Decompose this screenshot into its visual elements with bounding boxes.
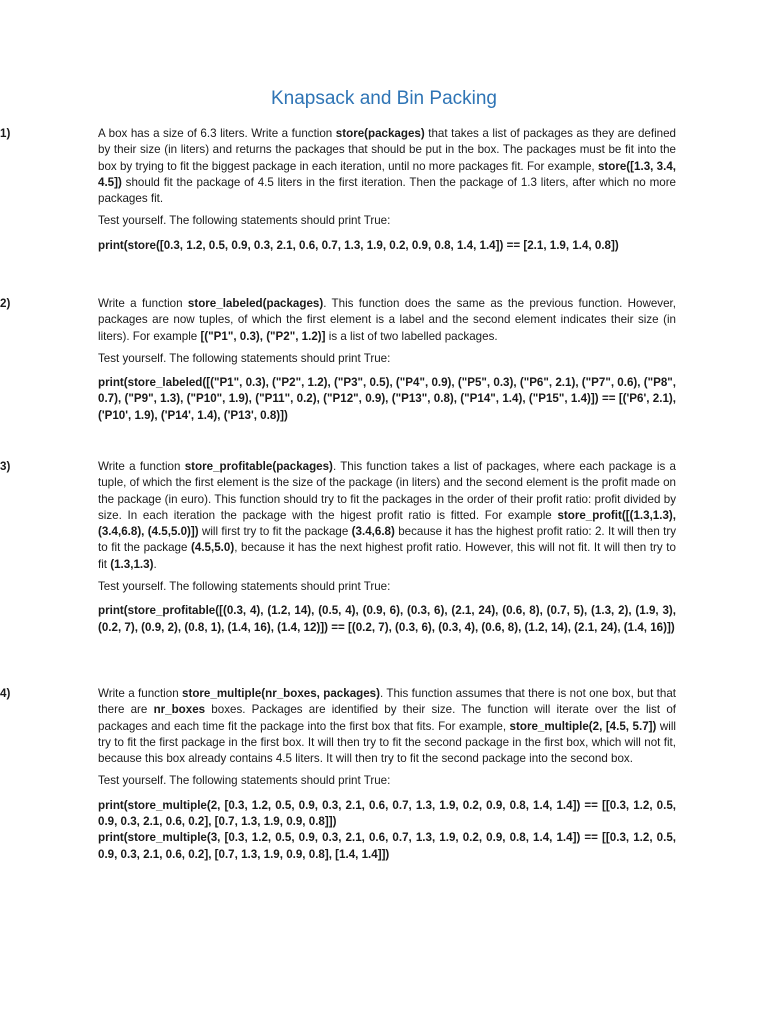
example-code: [("P1", 0.3), ("P2", 1.2)] bbox=[200, 329, 326, 343]
page-title: Knapsack and Bin Packing bbox=[270, 88, 498, 109]
question-text: Write a function store_labeled(packages). This function does the same as the previous function. However, packages are now tuples, of which the first element is a label and the second element indicates their size (in liters). For example [("P1", 0.3), ("P2", 1.2)] is a list of two labelled packages. bbox=[98, 297, 676, 343]
test-instruction: Test yourself. The following statements should print True: bbox=[98, 351, 391, 365]
question-number: 1) bbox=[0, 127, 11, 140]
question-3 bbox=[0, 459, 676, 636]
test-code: print(store([0.3, 1.2, 0.5, 0.9, 0.3, 2.1, 0.6, 0.7, 1.3, 1.9, 0.2, 0.9, 0.8, 1.4, 1.4]) == [2.1, 1.9, 1.4, 0.8]) bbox=[98, 238, 619, 252]
question-text: A box has a size of 6.3 liters. Write a function store(packages) that takes a list of packages as they are defined by their size (in liters) and returns the packages that should be put in the box. The packages must be fit into the box by trying to fit the biggest package in each iteration, until no more packages fit. For example, store([1.3, 3.4, 4.5]) should fit the package of 4.5 liters in the first iteration. Then the package of 1.3 liters, after which no more packages fit. bbox=[98, 127, 676, 206]
example-code: store_profit([(1.3,1.3), (3.4,6.8), (4.5,5.0)]) bbox=[98, 508, 676, 539]
example-code: store([1.3, 3.4, 4.5]) bbox=[98, 159, 676, 189]
question-1 bbox=[0, 126, 676, 254]
function-name: store(packages) bbox=[335, 127, 425, 140]
example-code: (3.4,6.8) bbox=[351, 525, 395, 539]
test-code: print(store_multiple(3, [0.3, 1.2, 0.5, 0.9, 0.3, 2.1, 0.6, 0.7, 1.3, 1.9, 0.2, 0.9, 0.8, 1.4, 1.4]) == [[0.3, 1.2, 0.5, 0.9, 0.3, 2.1, 0.6, 0.2], [0.7, 1.3, 1.9, 0.9, 0.8], [1.4, 1.4]]) bbox=[98, 831, 676, 861]
question-2 bbox=[0, 296, 676, 424]
test-code: print(store_profitable([(0.3, 4), (1.2, 14), (0.5, 4), (0.9, 6), (0.3, 6), (2.1, 24), (0.6, 8), (0.7, 5), (1.3, 2), (1.9, 3), (0.2, 7), (0.9, 2), (0.8, 1), (1.4, 16), (1.4, 12)]) == [(0.2, 7), (0.3, 6), (0.3, 4), (0.6, 8), (1.2, 14), (2.1, 24), (1.4, 16)]) bbox=[98, 604, 676, 634]
test-instruction: Test yourself. The following statements should print True: bbox=[98, 580, 391, 594]
test-code: print(store_multiple(2, [0.3, 1.2, 0.5, 0.9, 0.3, 2.1, 0.6, 0.7, 1.3, 1.9, 0.2, 0.9, 0.8, 1.4, 1.4]) == [[0.3, 1.2, 0.5, 0.9, 0.3, 2.1, 0.6, 0.2], [0.7, 1.3, 1.9, 0.9, 0.8]]) bbox=[98, 798, 676, 829]
question-number: 3) bbox=[0, 460, 11, 473]
question-number: 2) bbox=[0, 297, 11, 310]
example-code: (4.5,5.0) bbox=[191, 541, 235, 555]
example-code: store_multiple(2, [4.5, 5.7]) bbox=[509, 719, 657, 733]
test-code: print(store_labeled([("P1", 0.3), ("P2", 1.2), ("P3", 0.5), ("P4", 0.9), ("P5", 0.3), ("P6", 2.1), ("P7", 0.6), ("P8", 0.7), ("P9", 1.3), ("P10", 1.9), ("P11", 0.2), ("P12", 0.9), ("P13", 0.8), ("P14", 1.4), ("P15", 1.4)]) == [('P6', 2.1), ('P10', 1.9), ('P14', 1.4), ('P13', 0.8)]) bbox=[98, 376, 676, 422]
example-code: nr_boxes bbox=[153, 703, 206, 717]
question-text: Write a function store_profitable(packages). This function takes a list of packages, where each package is a tuple, of which the first element is the size of the package (in liters) and the second element is the profit made on the package (in euro). This function should try to fit the packages in the order of their profit ratio: profit divided by size. In each iteration the package with the higest profit ratio is fitted. For example store_profit([(1.3,1.3), (3.4,6.8), (4.5,5.0)]) will first try to fit the package (3.4,6.8) because it has the highest profit ratio: 2. It will then try to fit the package (4.5,5.0), because it has the next highest profit ratio. However, this will not fit. It will then try to fit (1.3,1.3). bbox=[98, 460, 676, 571]
function-name: store_multiple(nr_boxes, packages) bbox=[182, 687, 380, 700]
function-name: store_profitable(packages) bbox=[184, 460, 333, 473]
function-name: store_labeled(packages) bbox=[187, 297, 324, 310]
test-instruction: Test yourself. The following statements should print True: bbox=[98, 774, 391, 788]
question-number: 4) bbox=[0, 687, 11, 700]
test-instruction: Test yourself. The following statements should print True: bbox=[98, 214, 391, 228]
question-text: Write a function store_multiple(nr_boxes, packages). This function assumes that there is not one box, but that there are nr_boxes boxes. Packages are identified by their size. The function will iterate over the list of packages and each time fit the package into the first box that fits. For example, store_multiple(2, [4.5, 5.7]) will try to fit the first package in the first box. It will then try to fit the second package in the first box, which will not fit, because this box already contains 4.5 liters. It will then try to fit the second package into the second box. bbox=[98, 687, 677, 766]
example-code: (1.3,1.3) bbox=[110, 557, 154, 571]
question-4 bbox=[0, 686, 677, 863]
